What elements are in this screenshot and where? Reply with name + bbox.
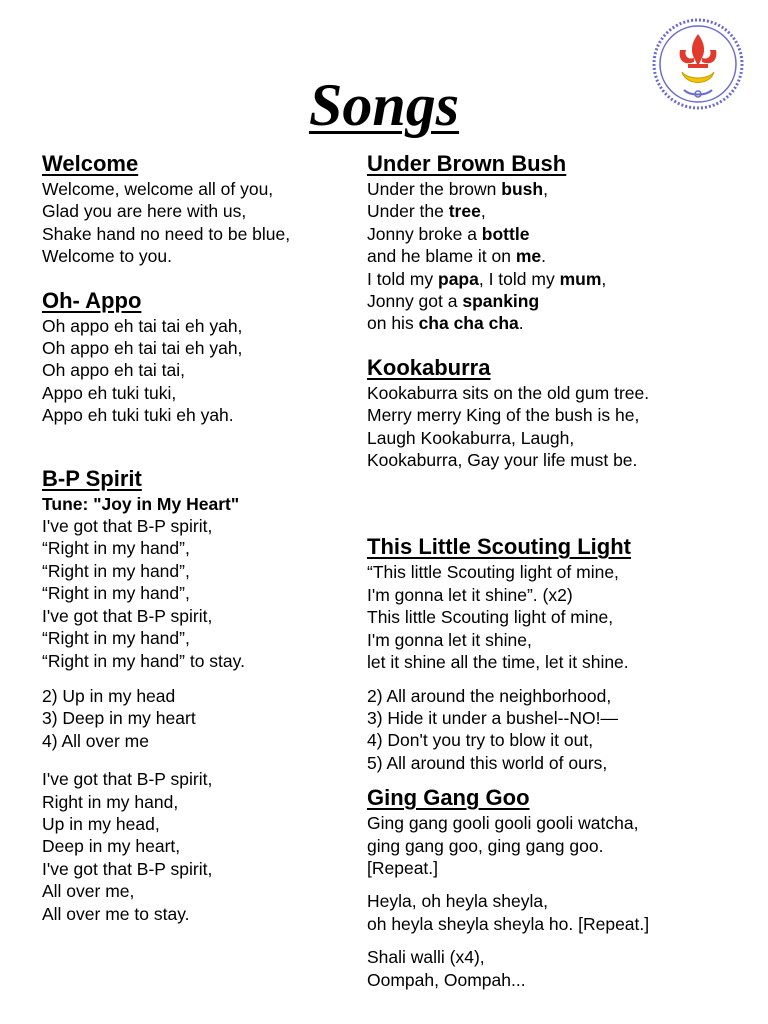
song-line: Ging gang gooli gooli gooli watcha, <box>367 813 639 834</box>
song-line: 4) Don't you try to blow it out, <box>367 730 594 751</box>
song-line: Kookaburra sits on the old gum tree. <box>367 382 650 403</box>
song-line: 5) All around this world of ours, <box>367 752 608 773</box>
song-line: Appo eh tuki tuki eh yah. <box>42 405 234 426</box>
scout-emblem-icon <box>650 16 746 112</box>
song-line: I've got that B-P spirit, <box>42 769 213 790</box>
song-ging-gang-goo <box>367 784 727 991</box>
song-line: 3) Deep in my heart <box>42 708 196 729</box>
song-kookaburra <box>367 354 727 472</box>
song-line: Shake hand no need to be blue, <box>42 223 291 244</box>
song-title: This Little Scouting Light <box>367 534 631 560</box>
song-title: Oh- Appo <box>42 287 142 313</box>
song-line: Oompah, Oompah... <box>367 969 526 990</box>
song-welcome <box>42 150 402 268</box>
song-line: Welcome to you. <box>42 246 173 267</box>
song-line: All over me to stay. <box>42 903 190 924</box>
song-line: Oh appo eh tai tai eh yah, <box>42 315 243 336</box>
song-line: All over me, <box>42 881 135 902</box>
song-line: let it shine all the time, let it shine. <box>367 652 629 673</box>
song-line: I've got that B-P spirit, <box>42 605 213 626</box>
song-title: Kookaburra <box>367 354 491 380</box>
song-line: [Repeat.] <box>367 857 439 878</box>
song-line: I've got that B-P spirit, <box>42 516 213 537</box>
song-line: Appo eh tuki tuki, <box>42 382 177 403</box>
song-line: on his cha cha cha. <box>367 313 524 334</box>
song-line: Merry merry King of the bush is he, <box>367 405 640 426</box>
left-column <box>42 150 402 925</box>
song-line: I told my papa, I told my mum, <box>367 268 607 289</box>
song-title: B-P Spirit <box>42 465 142 491</box>
song-line: “This little Scouting light of mine, <box>367 562 619 583</box>
song-line: 2) Up in my head <box>42 685 176 706</box>
song-line: Welcome, welcome all of you, <box>42 179 274 199</box>
song-line: Right in my hand, <box>42 791 179 812</box>
song-verses <box>367 685 727 775</box>
song-line: Oh appo eh tai tai, <box>42 360 186 381</box>
page-title: Songs <box>308 72 460 138</box>
song-line: Jonny got a spanking <box>367 291 540 312</box>
song-line: Heyla, oh heyla sheyla, <box>367 891 548 912</box>
right-column <box>367 150 727 991</box>
song-line: Oh appo eh tai tai eh yah, <box>42 338 243 359</box>
song-line: Kookaburra, Gay your life must be. <box>367 450 638 471</box>
song-line: “Right in my hand”, <box>42 538 190 559</box>
song-chorus <box>42 768 402 925</box>
song-verses <box>42 685 402 752</box>
song-this-little-scouting-light <box>367 533 727 774</box>
song-line: “Right in my hand”, <box>42 560 190 581</box>
song-line: 4) All over me <box>42 730 149 751</box>
song-line: Glad you are here with us, <box>42 201 247 222</box>
song-line: 2) All around the neighborhood, <box>367 685 612 706</box>
song-line: Laugh Kookaburra, Laugh, <box>367 427 575 448</box>
song-line: Up in my head, <box>42 813 160 834</box>
song-line: “Right in my hand”, <box>42 583 190 604</box>
song-title: Welcome <box>42 151 139 176</box>
song-line: Deep in my heart, <box>42 836 181 857</box>
song-line: Jonny broke a bottle <box>367 223 530 244</box>
song-part <box>367 946 727 991</box>
song-line: I've got that B-P spirit, <box>42 858 213 879</box>
under-brown-bush-lines <box>367 178 727 335</box>
song-line: 3) Hide it under a bushel--NO!— <box>367 707 618 728</box>
song-line: “Right in my hand” to stay. <box>42 650 245 671</box>
song-line: Under the brown bush, <box>367 179 548 199</box>
song-line: Under the tree, <box>367 201 486 222</box>
song-line: Shali walli (x4), <box>367 947 485 968</box>
song-line: oh heyla sheyla sheyla ho. [Repeat.] <box>367 913 650 934</box>
song-title: Under Brown Bush <box>367 151 567 176</box>
song-line: “Right in my hand”, <box>42 628 190 649</box>
song-line: This little Scouting light of mine, <box>367 607 614 628</box>
song-bp-spirit <box>42 465 402 925</box>
song-line: I'm gonna let it shine, <box>367 629 532 650</box>
song-tune: Tune: "Joy in My Heart" <box>42 493 240 514</box>
song-oh-appo <box>42 287 402 427</box>
song-line: I'm gonna let it shine”. (x2) <box>367 584 573 605</box>
song-line: and he blame it on me. <box>367 246 547 267</box>
song-title: Ging Gang Goo <box>367 785 530 811</box>
song-under-brown-bush <box>367 150 727 335</box>
song-part <box>367 890 727 935</box>
song-line: ging gang goo, ging gang goo. <box>367 835 604 856</box>
